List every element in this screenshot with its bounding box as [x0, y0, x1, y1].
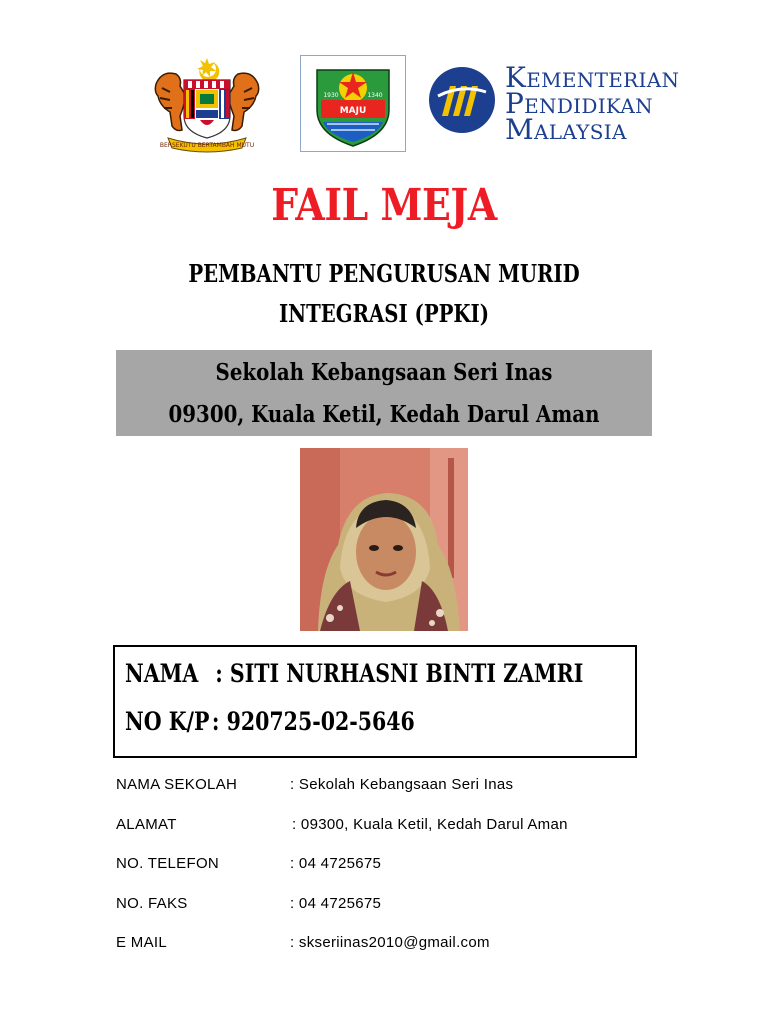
- profile-photo: [300, 448, 468, 631]
- ministry-wordmark-line3: MALAYSIA: [505, 113, 627, 146]
- detail-label: ALAMAT: [116, 816, 177, 833]
- school-crest-year-right: 1340: [367, 92, 383, 99]
- ic-label: NO K/P: [125, 707, 210, 736]
- banner-address: 09300, Kuala Ketil, Kedah Darul Aman: [168, 401, 600, 428]
- subtitle-line2: INTEGRASI (PPKI): [278, 299, 490, 328]
- detail-value: : skseriinas2010@gmail.com: [290, 934, 490, 951]
- school-crest-motto: MAJU: [339, 106, 367, 116]
- banner-school-name: Sekolah Kebangsaan Seri Inas: [215, 359, 553, 386]
- profile-info-box: [113, 645, 637, 758]
- ministry-wordmark: [505, 61, 680, 146]
- detail-value: : 04 4725675: [290, 895, 382, 912]
- detail-value: : 09300, Kuala Ketil, Kedah Darul Aman: [292, 816, 568, 833]
- school-crest-year-left: 1930: [323, 92, 339, 99]
- ic-value: : 920725-02-5646: [211, 707, 415, 736]
- ministry-emblem-logo: [428, 66, 496, 134]
- detail-value: : 04 4725675: [290, 855, 382, 872]
- detail-label: NO. FAKS: [116, 895, 188, 912]
- ministry-wordmark-line2: PENDIDIKAN: [505, 87, 653, 120]
- ic-row: [125, 707, 415, 736]
- school-banner: [116, 350, 652, 436]
- ministry-wordmark-line1: KEMENTERIAN: [505, 61, 680, 94]
- detail-label: NAMA SEKOLAH: [116, 776, 238, 793]
- detail-label: NO. TELEFON: [116, 855, 220, 872]
- malaysia-coat-of-arms-logo: [148, 54, 266, 154]
- name-value: : SITI NURHASNI BINTI ZAMRI: [215, 659, 584, 688]
- page-title: FAIL MEJA: [271, 180, 497, 231]
- svg-text:BERSEKUTU BERTAMBAH MUTU: BERSEKUTU BERTAMBAH MUTU: [159, 142, 255, 149]
- subtitle-line1: PEMBANTU PENGURUSAN MURID: [188, 259, 580, 288]
- detail-value: : Sekolah Kebangsaan Seri Inas: [290, 776, 514, 793]
- name-row: [125, 659, 583, 688]
- detail-label: E MAIL: [116, 934, 167, 951]
- name-label: NAMA: [125, 659, 199, 688]
- school-crest-logo: [300, 55, 406, 152]
- page-subtitle: [69, 254, 699, 334]
